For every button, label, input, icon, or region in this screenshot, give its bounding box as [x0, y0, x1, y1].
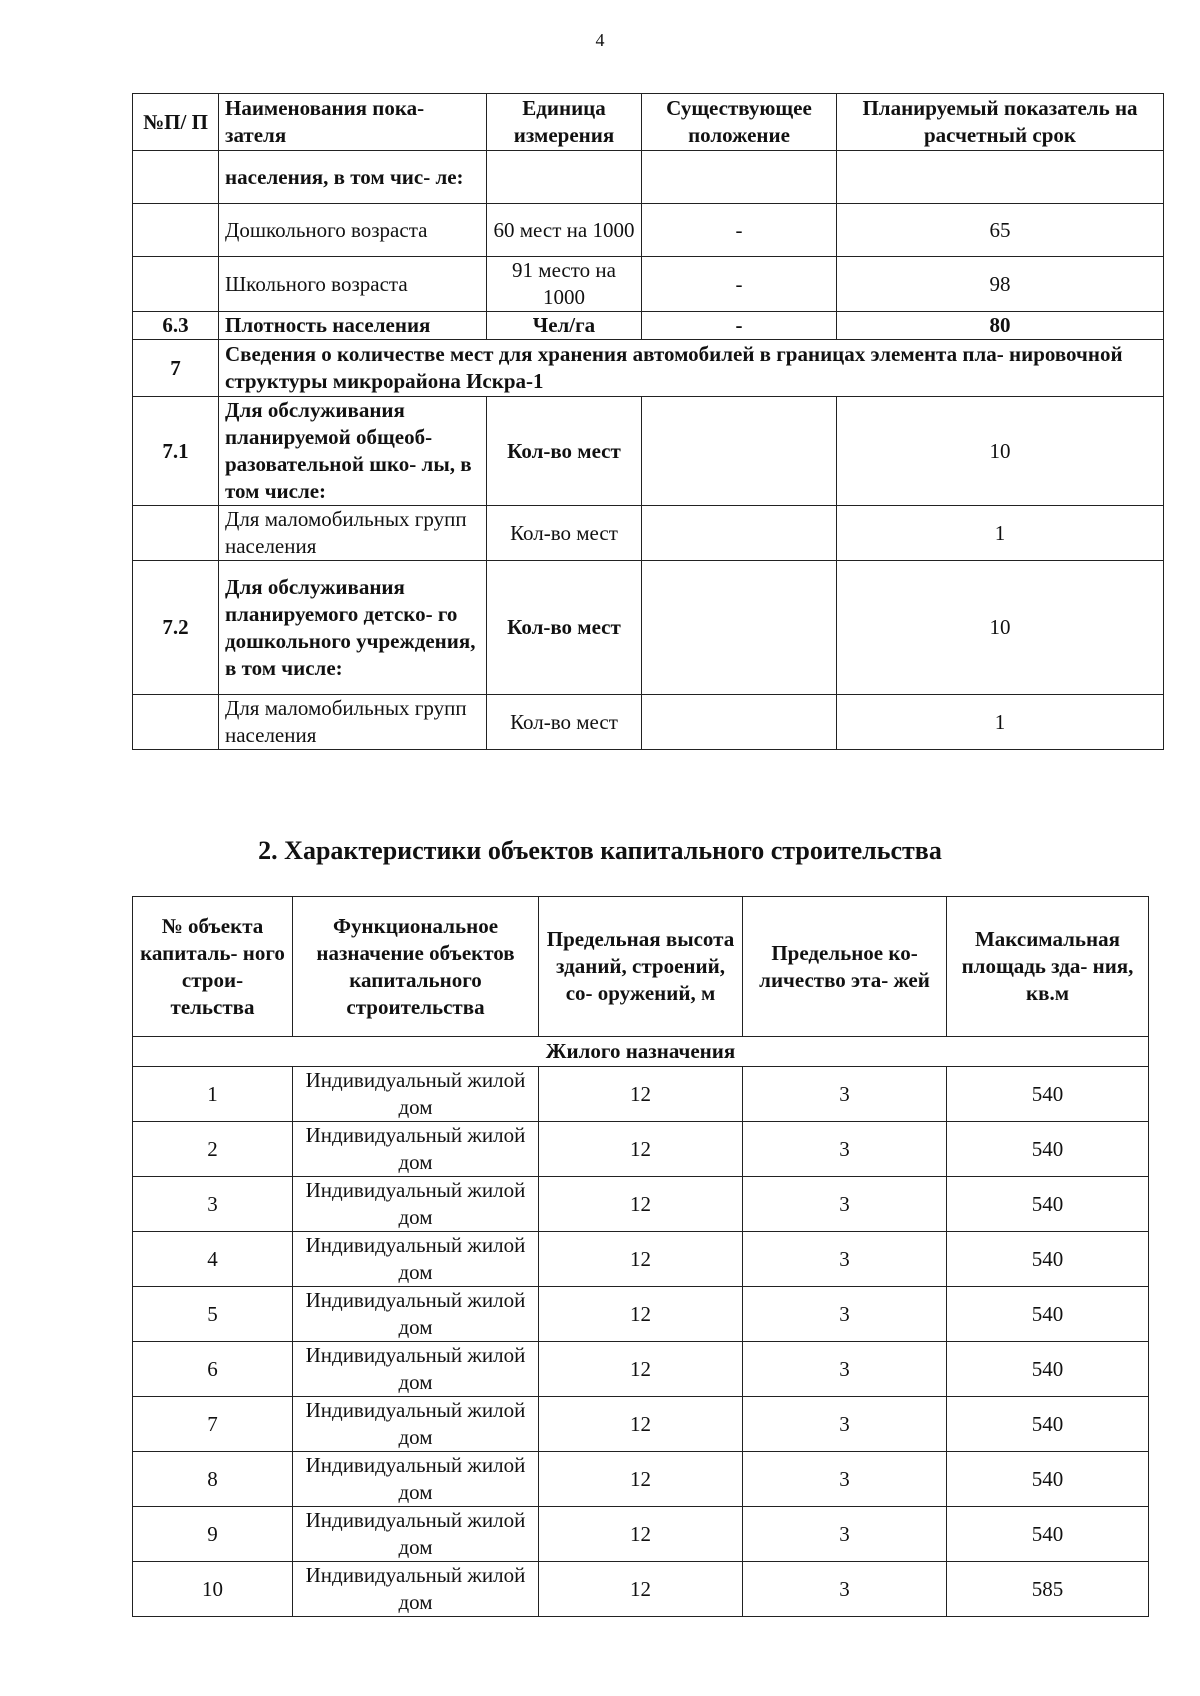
cell-floors: 3: [743, 1562, 947, 1617]
cell-height: 12: [539, 1067, 743, 1122]
cell-planned: 80: [837, 312, 1164, 340]
cell-purpose: Индивидуальный жилой дом: [293, 1122, 539, 1177]
table-row: [133, 1232, 1149, 1287]
group-row: [133, 1037, 1149, 1067]
cell-purpose: Индивидуальный жилой дом: [293, 1507, 539, 1562]
cell-area: 540: [947, 1452, 1149, 1507]
table-row: [133, 1342, 1149, 1397]
cell-name: Плотность населения: [219, 312, 487, 340]
cell-floors: 3: [743, 1342, 947, 1397]
table-row: [133, 1452, 1149, 1507]
objects-table: [132, 896, 1149, 1617]
cell-num: 7: [133, 1397, 293, 1452]
indicators-table: [132, 93, 1164, 750]
cell-existing: [642, 695, 837, 750]
cell-height: 12: [539, 1507, 743, 1562]
cell-unit: [487, 151, 642, 204]
cell-area: 585: [947, 1562, 1149, 1617]
cell-planned: 1: [837, 695, 1164, 750]
cell-height: 12: [539, 1287, 743, 1342]
cell-unit: Кол-во мест: [487, 506, 642, 561]
cell-unit: Кол-во мест: [487, 561, 642, 695]
cell-purpose: Индивидуальный жилой дом: [293, 1562, 539, 1617]
cell-purpose: Индивидуальный жилой дом: [293, 1397, 539, 1452]
table-row: [133, 695, 1164, 750]
cell-floors: 3: [743, 1507, 947, 1562]
header-name: Наименования пока- зателя: [219, 94, 487, 151]
table-row: [133, 1177, 1149, 1232]
cell-height: 12: [539, 1122, 743, 1177]
header-existing: Существующее положение: [642, 94, 837, 151]
cell-area: 540: [947, 1342, 1149, 1397]
cell-area: 540: [947, 1397, 1149, 1452]
cell-area: 540: [947, 1287, 1149, 1342]
cell-num: 7.1: [133, 397, 219, 506]
cell-height: 12: [539, 1342, 743, 1397]
cell-floors: 3: [743, 1452, 947, 1507]
cell-existing: [642, 506, 837, 561]
cell-existing: [642, 151, 837, 204]
header-floors: Предельное ко- личество эта- жей: [743, 897, 947, 1037]
cell-num: 10: [133, 1562, 293, 1617]
cell-planned: 10: [837, 561, 1164, 695]
cell-num: [133, 257, 219, 312]
cell-area: 540: [947, 1122, 1149, 1177]
cell-num: 6: [133, 1342, 293, 1397]
group-label: Жилого назначения: [133, 1037, 1149, 1067]
cell-area: 540: [947, 1232, 1149, 1287]
table-row: [133, 506, 1164, 561]
header-unit: Единица измерения: [487, 94, 642, 151]
table-row: [133, 1562, 1149, 1617]
cell-height: 12: [539, 1562, 743, 1617]
cell-num: 9: [133, 1507, 293, 1562]
cell-unit: Чел/га: [487, 312, 642, 340]
table-row: [133, 1067, 1149, 1122]
cell-num: [133, 506, 219, 561]
section-text: Сведения о количестве мест для хранения автомобилей в границах элемента пла- нировочной структуры микрорайона Искра-1: [219, 340, 1164, 397]
table-row: [133, 397, 1164, 506]
cell-purpose: Индивидуальный жилой дом: [293, 1342, 539, 1397]
cell-unit: 91 место на 1000: [487, 257, 642, 312]
cell-planned: 1: [837, 506, 1164, 561]
cell-purpose: Индивидуальный жилой дом: [293, 1232, 539, 1287]
cell-unit: Кол-во мест: [487, 397, 642, 506]
cell-floors: 3: [743, 1232, 947, 1287]
cell-floors: 3: [743, 1122, 947, 1177]
cell-num: 5: [133, 1287, 293, 1342]
cell-area: 540: [947, 1177, 1149, 1232]
cell-purpose: Индивидуальный жилой дом: [293, 1452, 539, 1507]
page-number: 4: [595, 30, 605, 50]
table-row: [133, 561, 1164, 695]
cell-floors: 3: [743, 1397, 947, 1452]
cell-num: 4: [133, 1232, 293, 1287]
cell-num: [133, 151, 219, 204]
cell-purpose: Индивидуальный жилой дом: [293, 1287, 539, 1342]
table-row: [133, 312, 1164, 340]
section-2-title: 2. Характеристики объектов капитального строительства: [258, 836, 942, 865]
cell-planned: 65: [837, 204, 1164, 257]
cell-height: 12: [539, 1397, 743, 1452]
cell-num: 2: [133, 1122, 293, 1177]
table-row: [133, 1507, 1149, 1562]
header-num: №П/ П: [133, 94, 219, 151]
cell-existing: -: [642, 257, 837, 312]
cell-floors: 3: [743, 1177, 947, 1232]
table-row: [133, 204, 1164, 257]
cell-num: 3: [133, 1177, 293, 1232]
cell-area: 540: [947, 1067, 1149, 1122]
section-row: [133, 340, 1164, 397]
cell-unit: Кол-во мест: [487, 695, 642, 750]
table-row: [133, 1287, 1149, 1342]
cell-height: 12: [539, 1232, 743, 1287]
cell-planned: [837, 151, 1164, 204]
cell-num: 6.3: [133, 312, 219, 340]
cell-num: 8: [133, 1452, 293, 1507]
table-header-row: [133, 94, 1164, 151]
cell-floors: 3: [743, 1067, 947, 1122]
cell-purpose: Индивидуальный жилой дом: [293, 1067, 539, 1122]
cell-name: Для маломобильных групп населения: [219, 506, 487, 561]
cell-num: [133, 204, 219, 257]
header-height: Предельная высота зданий, строений, со- оружений, м: [539, 897, 743, 1037]
header-object-num: № объекта капиталь- ного строи- тельства: [133, 897, 293, 1037]
header-planned: Планируемый показатель на расчетный срок: [837, 94, 1164, 151]
cell-floors: 3: [743, 1287, 947, 1342]
cell-name: Для маломобильных групп населения: [219, 695, 487, 750]
table-row: [133, 151, 1164, 204]
table-row: [133, 1397, 1149, 1452]
cell-planned: 10: [837, 397, 1164, 506]
section-num: 7: [133, 340, 219, 397]
cell-existing: [642, 561, 837, 695]
cell-planned: 98: [837, 257, 1164, 312]
cell-height: 12: [539, 1177, 743, 1232]
cell-existing: [642, 397, 837, 506]
table-row: [133, 257, 1164, 312]
cell-num: 7.2: [133, 561, 219, 695]
cell-existing: -: [642, 312, 837, 340]
cell-name: Школьного возраста: [219, 257, 487, 312]
cell-num: [133, 695, 219, 750]
cell-name: Дошкольного возраста: [219, 204, 487, 257]
cell-area: 540: [947, 1507, 1149, 1562]
cell-name: населения, в том чис- ле:: [219, 151, 487, 204]
cell-unit: 60 мест на 1000: [487, 204, 642, 257]
table-header-row: [133, 897, 1149, 1037]
cell-name: Для обслуживания планируемой общеоб- разовательной шко- лы, в том числе:: [219, 397, 487, 506]
header-purpose: Функциональное назначение объектов капитального строительства: [293, 897, 539, 1037]
table-row: [133, 1122, 1149, 1177]
cell-name: Для обслуживания планируемого детско- го дошкольного учреждения, в том числе:: [219, 561, 487, 695]
cell-existing: -: [642, 204, 837, 257]
cell-num: 1: [133, 1067, 293, 1122]
cell-purpose: Индивидуальный жилой дом: [293, 1177, 539, 1232]
cell-height: 12: [539, 1452, 743, 1507]
header-area: Максимальная площадь зда- ния, кв.м: [947, 897, 1149, 1037]
